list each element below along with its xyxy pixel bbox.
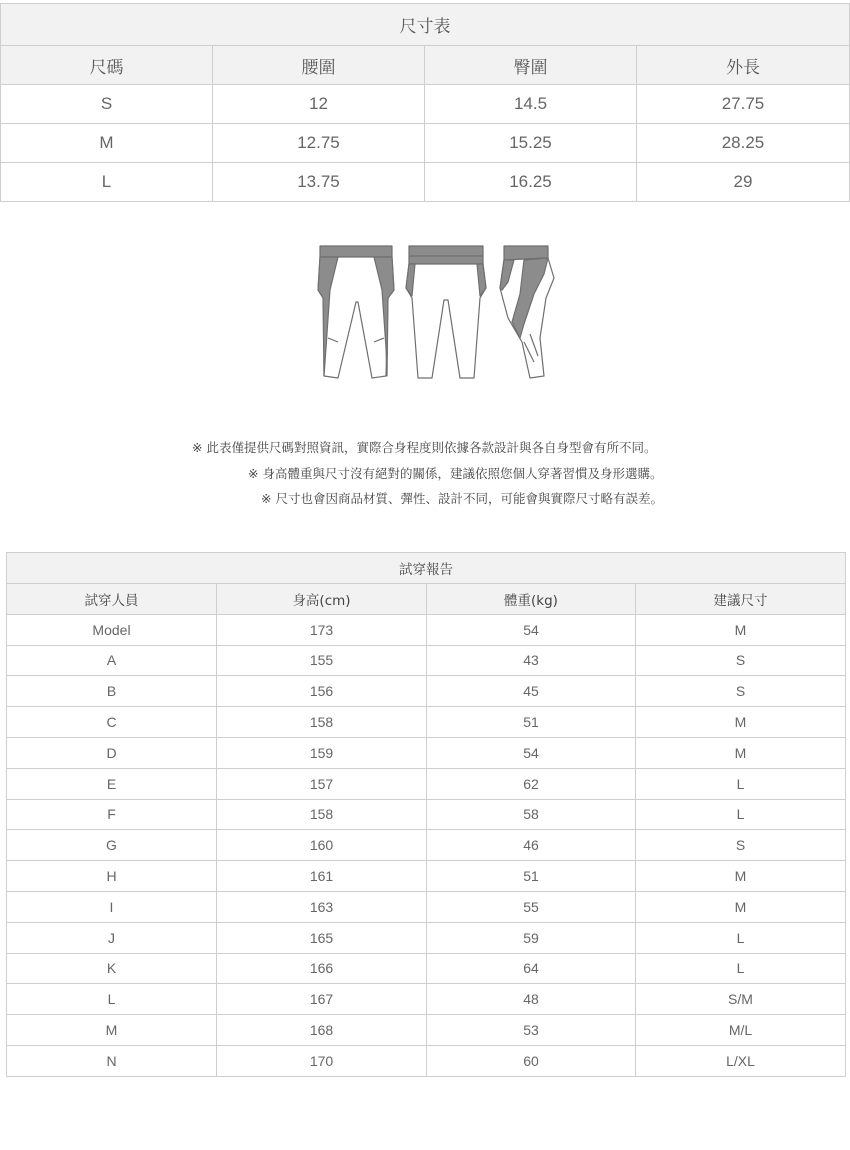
fit-report-cell: H	[7, 861, 217, 892]
fit-report-cell: F	[7, 799, 217, 830]
fit-report-cell: L	[636, 922, 846, 953]
fit-report-cell: 51	[427, 861, 636, 892]
fit-report-cell: M	[7, 1015, 217, 1046]
note-line: ※ 身高體重與尺寸沒有絕對的關係，建議依照您個人穿著習慣及身形選購。	[248, 466, 663, 481]
fit-report-cell: 55	[427, 891, 636, 922]
fit-report-cell: Model	[7, 614, 217, 645]
size-chart-title: 尺寸表	[1, 4, 850, 46]
size-chart-row	[1, 124, 850, 163]
fit-report-cell: 62	[427, 768, 636, 799]
fit-report-table	[6, 552, 846, 1077]
fit-report-cell: M	[636, 737, 846, 768]
size-chart-cell: M	[1, 124, 213, 163]
fit-report-cell: 64	[427, 953, 636, 984]
fit-report-row	[7, 799, 846, 830]
fit-report-cell: 45	[427, 676, 636, 707]
fit-report-cell: J	[7, 922, 217, 953]
fit-report-cell: M/L	[636, 1015, 846, 1046]
fit-report-cell: 46	[427, 830, 636, 861]
fit-report-row	[7, 1015, 846, 1046]
fit-report-row	[7, 830, 846, 861]
size-chart-cell: 15.25	[425, 124, 637, 163]
fit-report-cell: 53	[427, 1015, 636, 1046]
fit-report-cell: A	[7, 645, 217, 676]
fit-report-cell: 48	[427, 984, 636, 1015]
fit-report-cell: B	[7, 676, 217, 707]
fit-report-cell: C	[7, 707, 217, 738]
fit-report-cell: S	[636, 645, 846, 676]
fit-report-cell: N	[7, 1045, 217, 1076]
fit-report-cell: L/XL	[636, 1045, 846, 1076]
fit-report-cell: 165	[217, 922, 427, 953]
fit-report-cell: M	[636, 891, 846, 922]
fit-report-row	[7, 861, 846, 892]
size-chart-cell: 16.25	[425, 163, 637, 202]
fit-report-cell: L	[636, 768, 846, 799]
fit-report-cell: 157	[217, 768, 427, 799]
size-chart-cell: 12	[213, 85, 425, 124]
fit-report-cell: 158	[217, 707, 427, 738]
size-chart-header: 尺碼	[1, 46, 213, 85]
size-chart-header: 腰圍	[213, 46, 425, 85]
fit-report-cell: 155	[217, 645, 427, 676]
fit-report-cell: G	[7, 830, 217, 861]
fit-report-cell: 156	[217, 676, 427, 707]
size-chart-cell: 29	[637, 163, 850, 202]
size-chart-header: 外長	[637, 46, 850, 85]
fit-report-row	[7, 645, 846, 676]
fit-report-row	[7, 984, 846, 1015]
fit-report-cell: K	[7, 953, 217, 984]
leggings-front-view	[318, 246, 394, 378]
leggings-back-view	[406, 246, 486, 378]
size-chart-table	[0, 3, 850, 202]
fit-report-cell: E	[7, 768, 217, 799]
size-chart-row	[1, 85, 850, 124]
fit-report-cell: S/M	[636, 984, 846, 1015]
fit-report-cell: 60	[427, 1045, 636, 1076]
fit-report-row	[7, 676, 846, 707]
size-chart-cell: 28.25	[637, 124, 850, 163]
fit-report-row	[7, 707, 846, 738]
fit-report-cell: 163	[217, 891, 427, 922]
fit-report-cell: 161	[217, 861, 427, 892]
note-line: ※ 此表僅提供尺碼對照資訊，實際合身程度則依據各款設計與各自身型會有所不同。	[192, 440, 657, 455]
fit-report-cell: S	[636, 830, 846, 861]
fit-report-cell: M	[636, 614, 846, 645]
fit-report-cell: 59	[427, 922, 636, 953]
fit-report-title: 試穿報告	[7, 553, 846, 584]
fit-report-cell: 160	[217, 830, 427, 861]
fit-report-row	[7, 614, 846, 645]
fit-report-row	[7, 737, 846, 768]
fit-report-row	[7, 768, 846, 799]
fit-report-cell: 51	[427, 707, 636, 738]
fit-report-cell: 170	[217, 1045, 427, 1076]
fit-report-row	[7, 953, 846, 984]
leggings-side-view	[500, 246, 554, 378]
fit-report-cell: S	[636, 676, 846, 707]
size-chart-cell: L	[1, 163, 213, 202]
fit-report-cell: M	[636, 861, 846, 892]
fit-report-header: 建議尺寸	[636, 584, 846, 615]
note-line: ※ 尺寸也會因商品材質、彈性、設計不同，可能會與實際尺寸略有誤差。	[261, 491, 663, 506]
fit-report-header: 試穿人員	[7, 584, 217, 615]
fit-report-cell: L	[636, 799, 846, 830]
fit-report-cell: 159	[217, 737, 427, 768]
fit-report-cell: L	[7, 984, 217, 1015]
size-chart-cell: 14.5	[425, 85, 637, 124]
fit-report-row	[7, 922, 846, 953]
size-chart-cell: S	[1, 85, 213, 124]
fit-report-cell: L	[636, 953, 846, 984]
fit-report-cell: 167	[217, 984, 427, 1015]
fit-report-cell: 166	[217, 953, 427, 984]
fit-report-cell: D	[7, 737, 217, 768]
size-chart-row	[1, 163, 850, 202]
fit-report-cell: I	[7, 891, 217, 922]
size-chart-header: 臀圍	[425, 46, 637, 85]
fit-report-cell: 158	[217, 799, 427, 830]
fit-report-cell: 168	[217, 1015, 427, 1046]
fit-report-header: 身高(cm)	[217, 584, 427, 615]
fit-report-cell: M	[636, 707, 846, 738]
fit-report-cell: 54	[427, 614, 636, 645]
size-chart-cell: 27.75	[637, 85, 850, 124]
fit-report-cell: 58	[427, 799, 636, 830]
size-chart-cell: 12.75	[213, 124, 425, 163]
fit-report-row	[7, 1045, 846, 1076]
leggings-illustration-icon	[308, 238, 564, 384]
fit-report-row	[7, 891, 846, 922]
fit-report-header: 體重(kg)	[427, 584, 636, 615]
fit-report-cell: 173	[217, 614, 427, 645]
fit-report-cell: 54	[427, 737, 636, 768]
size-chart-cell: 13.75	[213, 163, 425, 202]
fit-report-cell: 43	[427, 645, 636, 676]
